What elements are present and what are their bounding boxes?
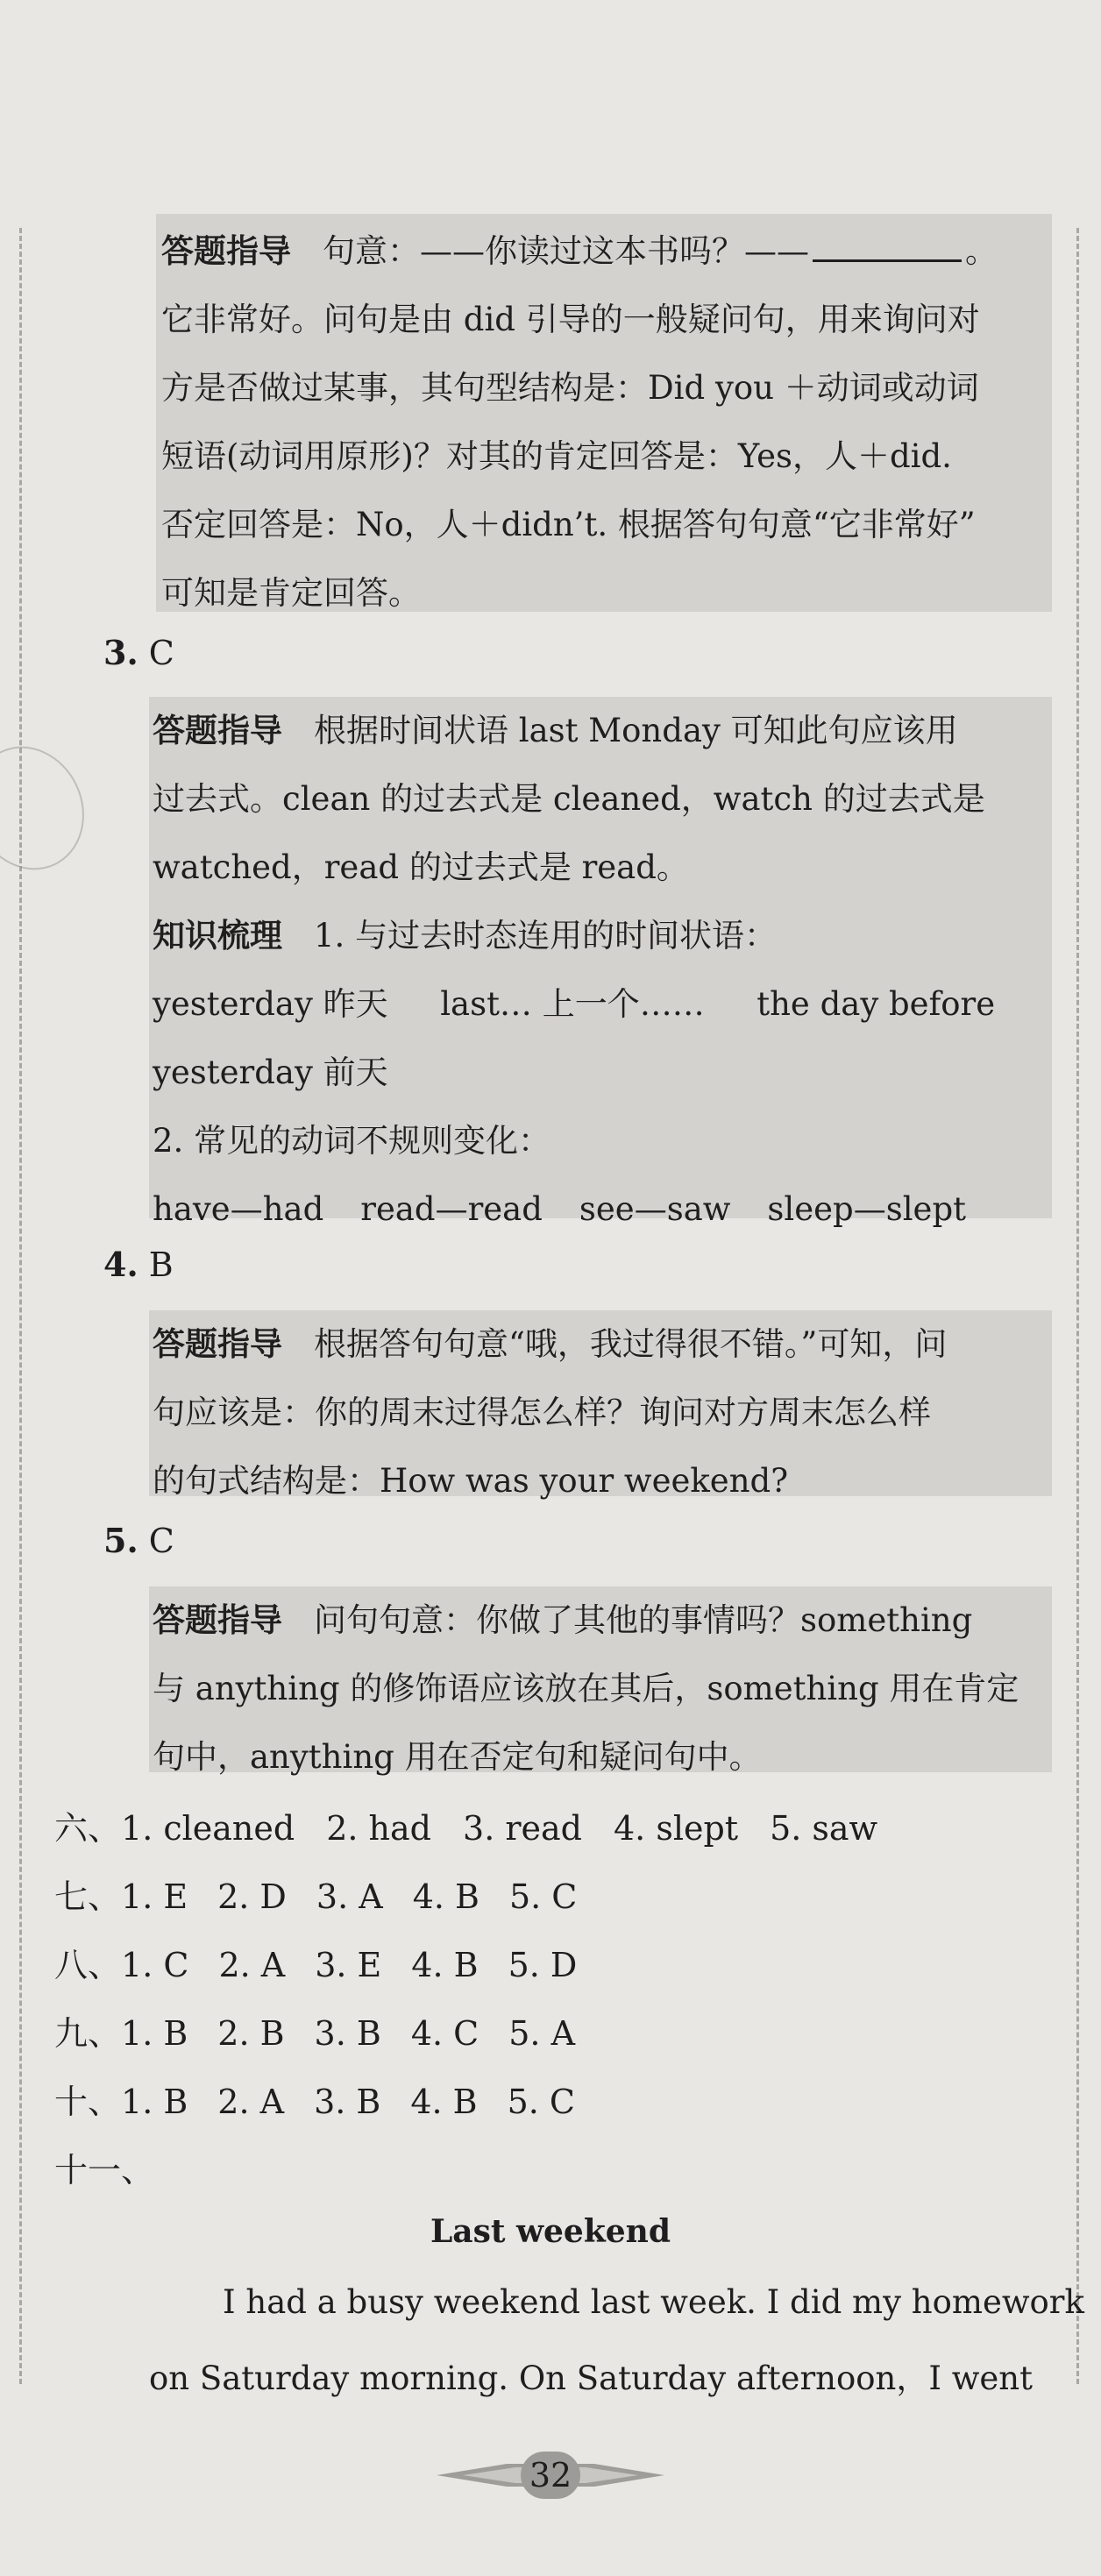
q5-guide-line3: 句中，anything 用在否定句和疑问句中。 [153, 1738, 762, 1776]
q3-know-line3: yesterday 前天 [153, 1054, 388, 1091]
answer-item: 4. slept [613, 1809, 739, 1848]
answer-row-7 [54, 1870, 577, 1918]
answer-item: 3. B [314, 2083, 381, 2121]
answer-item: 2. D [217, 1877, 287, 1916]
section-label: 十一、 [54, 2151, 155, 2189]
q4-guide-line2: 句应该是：你的周末过得怎么样？询问对方周末怎么样 [153, 1394, 931, 1431]
answer-item: 5. C [507, 2083, 576, 2121]
essay-line1: I had a busy weekend last week. I did my homework [223, 2283, 1084, 2321]
answer-item: 5. C [508, 1877, 578, 1916]
q3-number: 3. [103, 633, 139, 672]
answer-item: 5. D [508, 1946, 578, 1984]
time-phrase-yesterday: yesterday 昨天 [153, 985, 388, 1023]
section-label: 九、 [54, 2014, 122, 2053]
q5-guide-box [149, 1586, 1052, 1776]
q4-guide-box [149, 1310, 1052, 1500]
answer-item: 2. had [326, 1809, 432, 1848]
q2-guide-line1: 句意：——你读过这本书吗？—— [323, 232, 809, 270]
answer-item: 4. B [412, 1877, 479, 1916]
answer-item: 2. B [217, 2014, 285, 2053]
right-dashed-border [1076, 228, 1079, 2384]
answer-item: 1. B [121, 2014, 188, 2053]
guide-tag: 答题指导 [153, 1325, 282, 1363]
essay-line2: on Saturday morning. On Saturday afternoon，I went [149, 2360, 1033, 2397]
q2-guide-line4: 短语(动词用原形)？对其的肯定回答是：Yes，人＋did. [161, 437, 952, 475]
answer-item: 4. B [410, 2083, 478, 2121]
answer-row-10 [54, 2075, 575, 2123]
answer-item: 5. saw [770, 1809, 878, 1848]
page-number: 32 [529, 2456, 572, 2494]
essay-title: Last weekend [430, 2213, 671, 2250]
section-label: 八、 [54, 1946, 122, 1984]
q3-guide-line2: 过去式。clean 的过去式是 cleaned，watch 的过去式是 [153, 780, 985, 818]
answer-row-11 [54, 2143, 154, 2191]
q5-answer [103, 1521, 174, 1560]
q5-guide-line2: 与 anything 的修饰语应该放在其后，something 用在肯定 [153, 1670, 1019, 1707]
q5-letter: C [148, 1522, 174, 1560]
faint-stamp-mark [0, 728, 104, 889]
answer-item: 2. A [217, 2083, 285, 2121]
q2-guide-box [156, 214, 1052, 612]
section-label: 十、 [54, 2083, 122, 2121]
q2-guide-line2: 它非常好。问句是由 did 引导的一般疑问句，用来询问对 [161, 301, 980, 338]
q5-number: 5. [103, 1521, 139, 1560]
answer-item: 2. A [218, 1946, 286, 1984]
q4-answer [103, 1245, 174, 1284]
answer-item: 4. C [410, 2014, 479, 2053]
q4-number: 4. [103, 1245, 139, 1284]
verb-pair: read—read [360, 1190, 543, 1228]
q3-guide-line3: watched，read 的过去式是 read。 [153, 848, 689, 886]
q2-guide-line5: 否定回答是：No，人＋didn’t. 根据答句句意“它非常好” [161, 506, 976, 543]
knowledge-tag: 知识梳理 [153, 917, 282, 954]
q2-guide-line6: 可知是肯定回答。 [161, 574, 421, 612]
verb-pair: see—saw [579, 1190, 731, 1228]
q3-guide-box [149, 697, 1052, 1228]
time-phrase-last: last… 上一个…… [440, 985, 705, 1023]
answer-row-8 [54, 1938, 577, 1986]
answer-item: 3. E [315, 1946, 382, 1984]
answer-item: 3. A [316, 1877, 383, 1916]
answer-item: 5. A [508, 2014, 576, 2053]
answer-item: 1. cleaned [121, 1809, 295, 1848]
answer-row-6 [54, 1801, 877, 1849]
answer-item: 1. C [121, 1946, 189, 1984]
section-label: 七、 [54, 1877, 122, 1916]
answer-item: 1. B [121, 2083, 188, 2121]
q3-know-line4: 2. 常见的动词不规则变化： [153, 1122, 551, 1160]
section-label: 六、 [54, 1809, 122, 1848]
left-dashed-border [19, 228, 22, 2384]
q3-guide-line1: 根据时间状语 last Monday 可知此句应该用 [314, 712, 958, 749]
q2-guide-line1-end: 。 [965, 232, 998, 270]
guide-tag: 答题指导 [153, 712, 282, 749]
answer-item: 1. E [121, 1877, 188, 1916]
answer-item: 3. read [463, 1809, 582, 1848]
q4-guide-line1: 根据答句句意“哦，我过得很不错。”可知，问 [314, 1325, 948, 1363]
page-number-badge [437, 2441, 664, 2509]
q3-answer [103, 633, 174, 672]
answer-row-9 [54, 2006, 575, 2054]
verb-pair: sleep—slept [767, 1190, 966, 1228]
q5-guide-line1: 问句句意：你做了其他的事情吗？something [314, 1601, 973, 1639]
q3-know-line1: 1. 与过去时态连用的时间状语： [314, 917, 778, 954]
guide-tag: 答题指导 [153, 1601, 282, 1639]
verb-pair: have—had [153, 1190, 324, 1228]
answer-item: 4. B [411, 1946, 479, 1984]
q3-letter: C [148, 634, 174, 672]
q2-guide-line3: 方是否做过某事，其句型结构是：Did you ＋动词或动词 [161, 369, 979, 407]
q4-letter: B [148, 1245, 174, 1284]
q4-guide-line3: 的句式结构是：How was your weekend? [153, 1462, 789, 1500]
answer-blank [813, 233, 962, 262]
time-phrase-day-before: the day before [756, 985, 996, 1023]
answer-item: 3. B [314, 2014, 381, 2053]
guide-tag: 答题指导 [161, 232, 291, 270]
